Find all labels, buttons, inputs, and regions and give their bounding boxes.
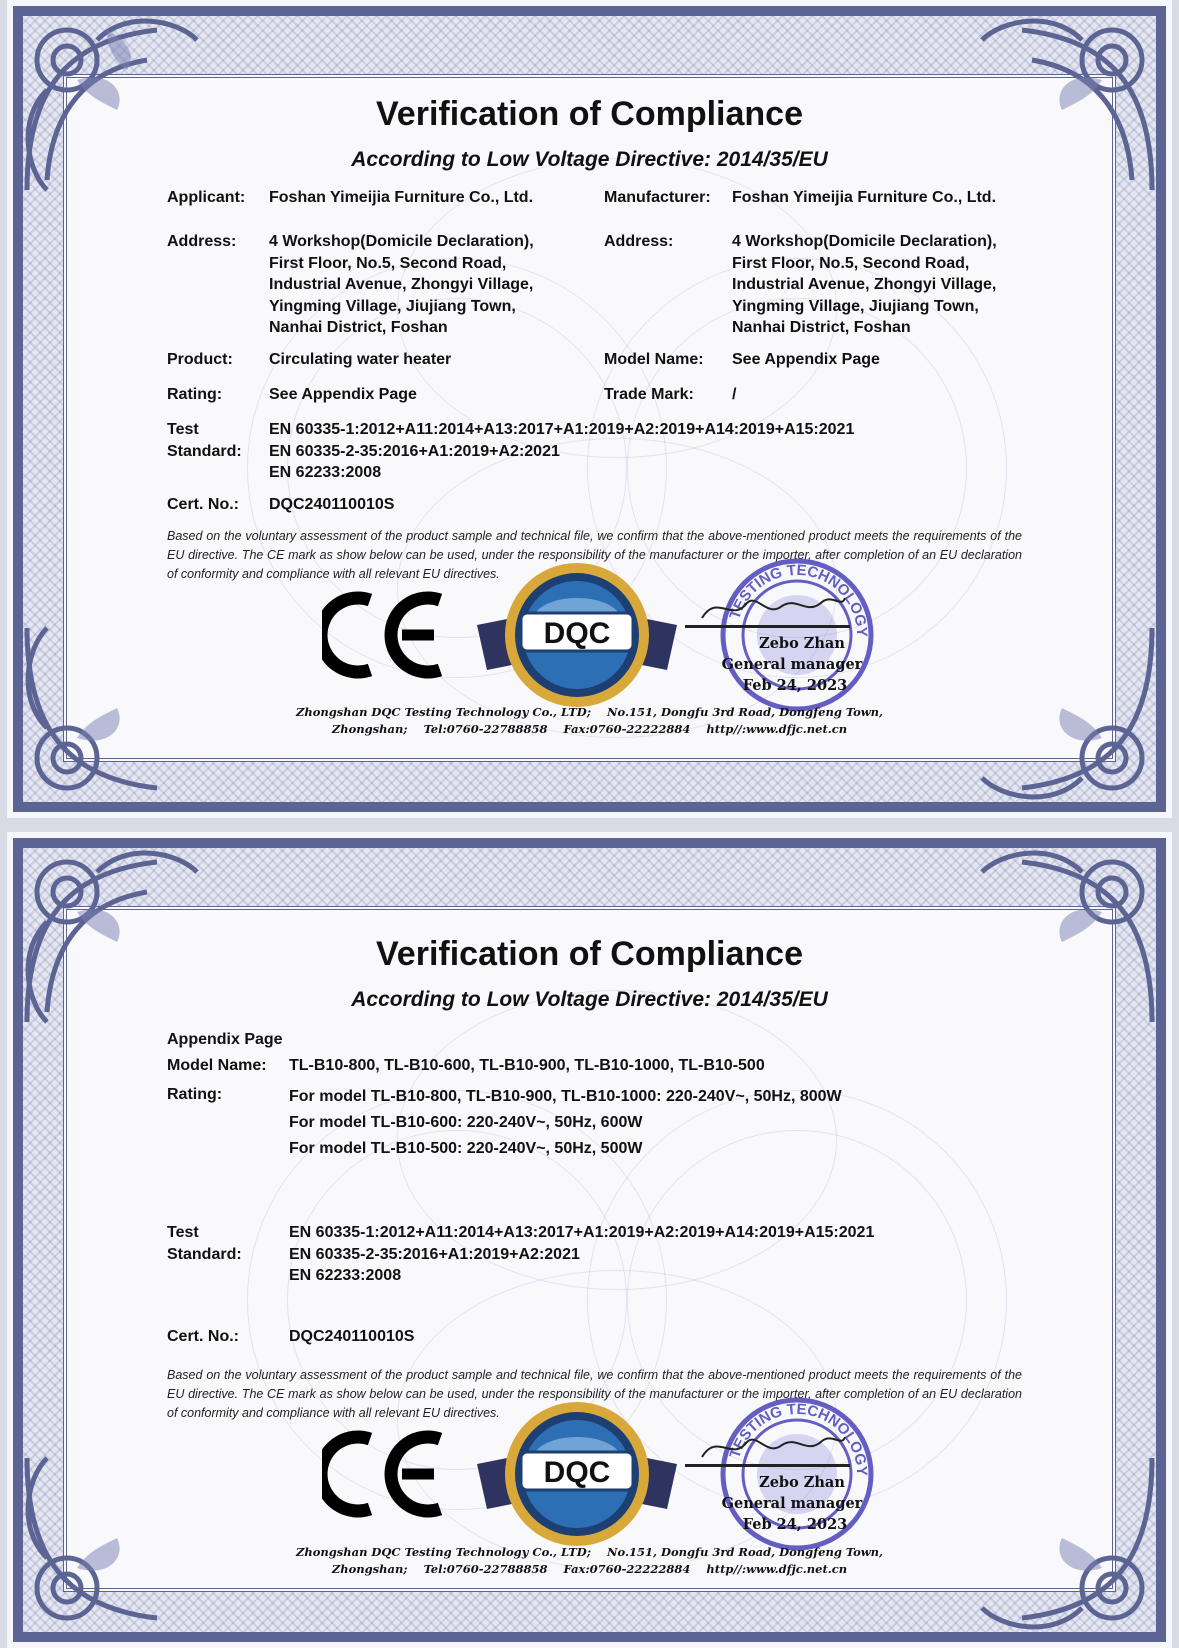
signature-line <box>685 1464 850 1467</box>
signer-name: Zebo Zhan <box>759 635 845 652</box>
applicant-address-label: Address: <box>167 233 237 250</box>
ce-mark-icon <box>322 1429 452 1519</box>
cert-no-label: Cert. No.: <box>167 496 239 513</box>
product-value: Circulating water heater <box>269 351 452 368</box>
manufacturer-value: Foshan Yimeijia Furniture Co., Ltd. <box>732 189 997 206</box>
signature-date: Feb 24, 2023 <box>742 677 848 694</box>
signature-scrawl <box>697 588 847 628</box>
appendix-label: Appendix Page <box>167 1031 283 1048</box>
applicant-value: Foshan Yimeijia Furniture Co., Ltd. <box>269 189 534 206</box>
dqc-seal-logo <box>477 555 677 715</box>
compliance-statement: Based on the voluntary assessment of the product sample and technical file, we confirm that the above-mentioned product meets the requirements of the EU directive. The CE mark as show below can be used, under the responsibility of the manufacturer or the importer, after completion of an EU declaration of conformity and compliance with all relevant EU directives. <box>167 529 1022 581</box>
ce-mark-icon <box>322 590 452 680</box>
certificate-page-2 <box>7 832 1172 1648</box>
product-label: Product: <box>167 351 233 368</box>
rating-label: Rating: <box>167 386 223 403</box>
page-title: Verification of Compliance <box>376 935 803 973</box>
footer: Zhongshan DQC Testing Technology Co., LTD; No.151, Dongfu 3rd Road, Dongfeng Town, Zhongshan; Tel:0760-22788858 Fax:0760-22222884 http//:www.dfjc.net.cn <box>295 1545 884 1576</box>
svg-text:DQC: DQC <box>543 1456 611 1489</box>
model-name-value: TL-B10-800, TL-B10-600, TL-B10-900, TL-B10-1000, TL-B10-500 <box>289 1057 765 1074</box>
svg-text:CE: CE <box>322 1429 324 1430</box>
model-name-value: See Appendix Page <box>732 351 880 368</box>
certificate-page-1 <box>7 0 1172 818</box>
cert-no-value: DQC240110010S <box>269 496 395 513</box>
certificate-content <box>7 832 1172 1648</box>
applicant-address: 4 Workshop(Domicile Declaration), First Floor, No.5, Second Road, Industrial Avenue, Zhongyi Village, Yingming Village, Jiujiang Town, Nanhai District, Foshan <box>269 233 534 336</box>
footer: Zhongshan DQC Testing Technology Co., LTD; No.151, Dongfu 3rd Road, Dongfeng Town, Zhongshan; Tel:0760-22788858 Fax:0760-22222884 http//:www.dfjc.net.cn <box>295 705 884 736</box>
signature-line <box>685 625 850 628</box>
manufacturer-address-label: Address: <box>604 233 674 250</box>
signer-name: Zebo Zhan <box>759 1474 845 1491</box>
manufacturer-address: 4 Workshop(Domicile Declaration), First Floor, No.5, Second Road, Industrial Avenue, Zhongyi Village, Yingming Village, Jiujiang Town, Nanhai District, Foshan <box>732 233 997 336</box>
test-standards: EN 60335-1:2012+A11:2014+A13:2017+A1:2019+A2:2019+A14:2019+A15:2021 EN 60335-2-35:2016+A1:2019+A2:2021 EN 62233:2008 <box>289 1224 875 1284</box>
trade-mark-value: / <box>732 386 737 403</box>
signature-scrawl <box>697 1427 847 1467</box>
svg-text:DQC: DQC <box>543 617 611 650</box>
page-subtitle: According to Low Voltage Directive: 2014/35/EU <box>351 988 828 1011</box>
rating-values: For model TL-B10-800, TL-B10-900, TL-B10-1000: 220-240V~, 50Hz, 800W For model TL-B10-600: 220-240V~, 50Hz, 600W For model TL-B10-500: 220-240V~, 50Hz, 500W <box>289 1088 842 1157</box>
manufacturer-label: Manufacturer: <box>604 189 711 206</box>
test-standards: EN 60335-1:2012+A11:2014+A13:2017+A1:2019+A2:2019+A14:2019+A15:2021 EN 60335-2-35:2016+A1:2019+A2:2021 EN 62233:2008 <box>269 421 855 481</box>
signer-title: General manager <box>721 656 863 673</box>
dqc-seal-logo <box>477 1394 677 1554</box>
cert-no-label: Cert. No.: <box>167 1328 239 1345</box>
compliance-statement: Based on the voluntary assessment of the product sample and technical file, we confirm that the above-mentioned product meets the requirements of the EU directive. The CE mark as show below can be used, under the responsibility of the manufacturer or the importer, after completion of an EU declaration of conformity and compliance with all relevant EU directives. <box>167 1368 1022 1420</box>
rating-label: Rating: <box>167 1086 223 1103</box>
rating-value: See Appendix Page <box>269 386 417 403</box>
model-name-label: Model Name: <box>167 1057 267 1074</box>
svg-text:TESTING TECHNOLOGY: TESTING TECHNOLOGY <box>726 561 871 638</box>
applicant-label: Applicant: <box>167 189 246 206</box>
page-title: Verification of Compliance <box>376 95 803 133</box>
certificate-content <box>7 0 1172 818</box>
cert-no-value: DQC240110010S <box>289 1328 415 1345</box>
test-standard-label: Test Standard: <box>167 421 242 460</box>
test-standard-label: Test Standard: <box>167 1224 242 1263</box>
signer-title: General manager <box>721 1495 863 1512</box>
svg-text:TESTING TECHNOLOGY: TESTING TECHNOLOGY <box>726 1400 871 1477</box>
svg-text:CE: CE <box>322 590 324 591</box>
signature-date: Feb 24, 2023 <box>742 1516 848 1533</box>
trade-mark-label: Trade Mark: <box>604 386 694 403</box>
page-subtitle: According to Low Voltage Directive: 2014/35/EU <box>351 148 828 171</box>
model-name-label: Model Name: <box>604 351 704 368</box>
